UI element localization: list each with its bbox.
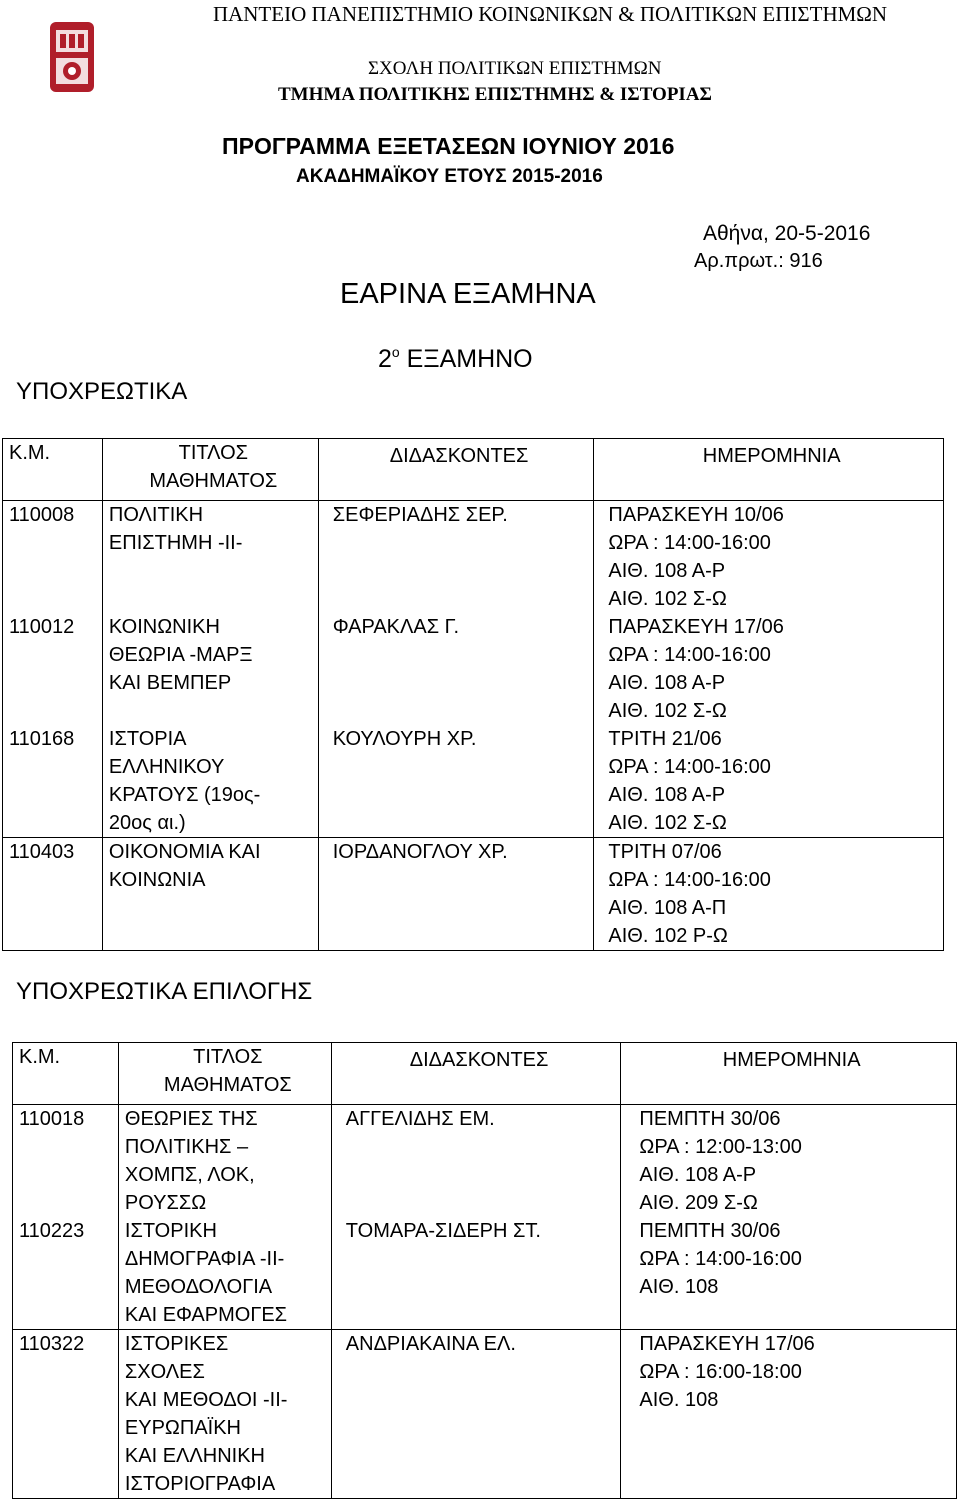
course-teacher: ΑΓΓΕΛΙΔΗΣ ΕΜ. <box>331 1105 621 1218</box>
school-name: ΣΧΟΛΗ ΠΟΛΙΤΙΚΩΝ ΕΠΙΣΤΗΜΩΝ <box>368 58 662 79</box>
course-code: 110403 <box>3 838 103 951</box>
course-title-line: ΠΟΛΙΤΙΚΗ <box>108 504 204 526</box>
column-header-title: ΤΙΤΛΟΣ ΜΑΘΗΜΑΤΟΣ <box>102 439 318 501</box>
program-title: ΠΡΟΓΡΑΜΜΑ ΕΞΕΤΑΣΕΩΝ ΙΟΥΝΙΟΥ 2016 <box>222 133 675 159</box>
exam-date-line: ΑΙΘ. 108 Α-Π <box>608 897 727 919</box>
mandatory-heading: ΥΠΟΧΡΕΩΤΙΚΑ <box>16 378 188 405</box>
exam-date-line: ΤΡΙΤΗ 21/06 <box>608 728 722 750</box>
course-teacher: ΑΝΔΡΙΑΚΑΙΝΑ ΕΛ. <box>331 1330 621 1499</box>
exam-date-line: ΠΕΜΠΤΗ 30/06 <box>639 1108 781 1130</box>
exam-date-line: ΑΙΘ. 108 Α-Ρ <box>639 1164 757 1186</box>
course-title-line: ΚΑΙ ΒΕΜΠΕΡ <box>108 672 232 694</box>
exam-date-line: ΩΡΑ : 14:00-16:00 <box>608 756 771 778</box>
exam-date-line: ΑΙΘ. 102 Σ-Ω <box>608 812 727 834</box>
table-row <box>13 1217 957 1330</box>
exam-date-line: ΑΙΘ. 102 Σ-Ω <box>608 588 727 610</box>
course-title-line: ΔΗΜΟΓΡΑΦΙΑ -ΙΙ- <box>124 1248 285 1270</box>
column-header-title: ΤΙΤΛΟΣ ΜΑΘΗΜΑΤΟΣ <box>118 1043 331 1105</box>
course-title-line: ΕΛΛΗΝΙΚΟΥ <box>108 756 225 778</box>
exam-date <box>594 725 944 838</box>
column-header-code: Κ.Μ. <box>3 439 103 501</box>
table-row <box>13 1105 957 1218</box>
exam-date <box>594 838 944 951</box>
course-title-line: ΚΡΑΤΟΥΣ (19ος- <box>108 784 261 806</box>
table-row <box>3 501 944 614</box>
course-teacher: ΚΟΥΛΟΥΡΗ ΧΡ. <box>318 725 594 838</box>
course-code: 110322 <box>13 1330 119 1499</box>
exam-date <box>594 613 944 725</box>
course-title <box>102 838 318 951</box>
university-seal-icon <box>48 20 96 94</box>
department-name: ΤΜΗΜΑ ΠΟΛΙΤΙΚΗΣ ΕΠΙΣΤΗΜΗΣ & ΙΣΤΟΡΙΑΣ <box>278 84 712 105</box>
exam-date-line: ΠΑΡΑΣΚΕΥΗ 17/06 <box>639 1333 815 1355</box>
course-title-line: 20ος αι.) <box>108 812 186 834</box>
course-title-line: ΣΧΟΛΕΣ <box>124 1361 205 1383</box>
column-header-code: Κ.Μ. <box>13 1043 119 1105</box>
mandatory-table <box>2 438 944 951</box>
document-date: Αθήνα, 20-5-2016 <box>703 222 871 245</box>
semester-title: $2^o$ ΕΞΑΜΗΝΟ <box>378 344 533 373</box>
course-title-line: ΘΕΩΡΙΑ -ΜΑΡΞ <box>108 644 253 666</box>
course-teacher: ΣΕΦΕΡΙΑΔΗΣ ΣΕΡ. <box>318 501 594 614</box>
exam-date <box>594 501 944 614</box>
column-header-teachers: ΔΙΔΑΣΚΟΝΤΕΣ <box>331 1043 621 1105</box>
course-title-line: ΙΣΤΟΡΙΟΓΡΑΦΙΑ <box>124 1473 276 1495</box>
exam-date-line: ΑΙΘ. 108 Α-Ρ <box>608 672 726 694</box>
exam-date-line: ΑΙΘ. 209 Σ-Ω <box>639 1192 758 1214</box>
exam-date-line: ΑΙΘ. 102 Σ-Ω <box>608 700 727 722</box>
course-title-line: ΙΣΤΟΡΙΚΗ <box>124 1220 217 1242</box>
course-title-line: ΚΟΙΝΩΝΙΑ <box>108 869 206 891</box>
exam-date-line: ΤΡΙΤΗ 07/06 <box>608 841 722 863</box>
column-header-date: ΗΜΕΡΟΜΗΝΙΑ <box>621 1043 957 1105</box>
table-row <box>3 613 944 725</box>
course-title-line: ΙΣΤΟΡΙΑ <box>108 728 187 750</box>
course-title-line: ΚΑΙ ΜΕΘΟΔΟΙ -ΙΙ- <box>124 1389 288 1411</box>
course-title-line: ΜΕΘΟΔΟΛΟΓΙΑ <box>124 1276 273 1298</box>
course-code: 110223 <box>13 1217 119 1330</box>
table-header-row <box>3 439 944 501</box>
elective-table <box>12 1042 957 1499</box>
academic-year: ΑΚΑΔΗΜΑΪΚΟΥ ΕΤΟΥΣ 2015-2016 <box>296 166 603 187</box>
course-code: 110168 <box>3 725 103 838</box>
protocol-number: Αρ.πρωτ.: 916 <box>694 250 823 272</box>
season-title: ΕΑΡΙΝΑ ΕΞΑΜΗΝΑ <box>340 278 596 310</box>
course-title <box>102 725 318 838</box>
exam-date <box>621 1330 957 1499</box>
course-title <box>102 501 318 614</box>
course-title-line: ΟΙΚΟΝΟΜΙΑ ΚΑΙ <box>108 841 261 863</box>
course-title <box>118 1105 331 1218</box>
table-row <box>3 725 944 838</box>
table-header-row <box>13 1043 957 1105</box>
column-header-teachers: ΔΙΔΑΣΚΟΝΤΕΣ <box>318 439 594 501</box>
exam-date-line: ΩΡΑ : 14:00-16:00 <box>639 1248 802 1270</box>
course-title-line: ΙΣΤΟΡΙΚΕΣ <box>124 1333 229 1355</box>
course-title <box>102 613 318 725</box>
exam-date-line: ΩΡΑ : 14:00-16:00 <box>608 532 771 554</box>
course-title-line: ΕΥΡΩΠΑΪΚΗ <box>124 1417 241 1439</box>
course-code: 110008 <box>3 501 103 614</box>
course-title-line: ΡΟΥΣΣΩ <box>124 1192 207 1214</box>
university-name: ΠΑΝΤΕΙΟ ΠΑΝΕΠΙΣΤΗΜΙΟ ΚΟΙΝΩΝΙΚΩΝ & ΠΟΛΙΤΙΚΩΝ ΕΠΙΣΤΗΜΩΝ <box>212 2 888 26</box>
course-teacher: ΦΑΡΑΚΛΑΣ Γ. <box>318 613 594 725</box>
course-code: 110018 <box>13 1105 119 1218</box>
course-title-line: ΚΑΙ ΕΛΛΗΝΙΚΗ <box>124 1445 265 1467</box>
exam-date-line: ΑΙΘ. 108 Α-Ρ <box>608 560 726 582</box>
exam-date-line: ΩΡΑ : 14:00-16:00 <box>608 869 771 891</box>
course-code: 110012 <box>3 613 103 725</box>
course-title-line: ΚΟΙΝΩΝΙΚΗ <box>108 616 220 638</box>
exam-date <box>621 1105 957 1218</box>
course-title <box>118 1330 331 1499</box>
course-title-line: ΠΟΛΙΤΙΚΗΣ – <box>124 1136 249 1158</box>
table-row <box>3 838 944 951</box>
exam-date-line: ΩΡΑ : 14:00-16:00 <box>608 644 771 666</box>
course-title <box>118 1217 331 1330</box>
course-title-line: ΚΑΙ ΕΦΑΡΜΟΓΕΣ <box>124 1304 288 1326</box>
exam-date-line: ΠΑΡΑΣΚΕΥΗ 10/06 <box>608 504 784 526</box>
exam-date-line: ΑΙΘ. 108 <box>639 1389 719 1411</box>
exam-date-line: ΑΙΘ. 108 Α-Ρ <box>608 784 726 806</box>
course-title-line: ΕΠΙΣΤΗΜΗ -ΙΙ- <box>108 532 243 554</box>
course-teacher: ΙΟΡΔΑΝΟΓΛΟΥ ΧΡ. <box>318 838 594 951</box>
course-teacher: ΤΟΜΑΡΑ-ΣΙΔΕΡΗ ΣΤ. <box>331 1217 621 1330</box>
column-header-date: ΗΜΕΡΟΜΗΝΙΑ <box>594 439 944 501</box>
exam-date-line: ΩΡΑ : 16:00-18:00 <box>639 1361 802 1383</box>
exam-date-line: ΑΙΘ. 108 <box>639 1276 719 1298</box>
table-row <box>13 1330 957 1499</box>
exam-date-line: ΠΑΡΑΣΚΕΥΗ 17/06 <box>608 616 784 638</box>
exam-date-line: ΩΡΑ : 12:00-13:00 <box>639 1136 802 1158</box>
course-title-line: ΧΟΜΠΣ, ΛΟΚ, <box>124 1164 255 1186</box>
elective-heading: ΥΠΟΧΡΕΩΤΙΚΑ ΕΠΙΛΟΓΗΣ <box>16 978 313 1005</box>
exam-date <box>621 1217 957 1330</box>
course-title-line: ΘΕΩΡΙΕΣ ΤΗΣ <box>124 1108 258 1130</box>
exam-date-line: ΑΙΘ. 102 Ρ-Ω <box>608 925 728 947</box>
exam-date-line: ΠΕΜΠΤΗ 30/06 <box>639 1220 781 1242</box>
